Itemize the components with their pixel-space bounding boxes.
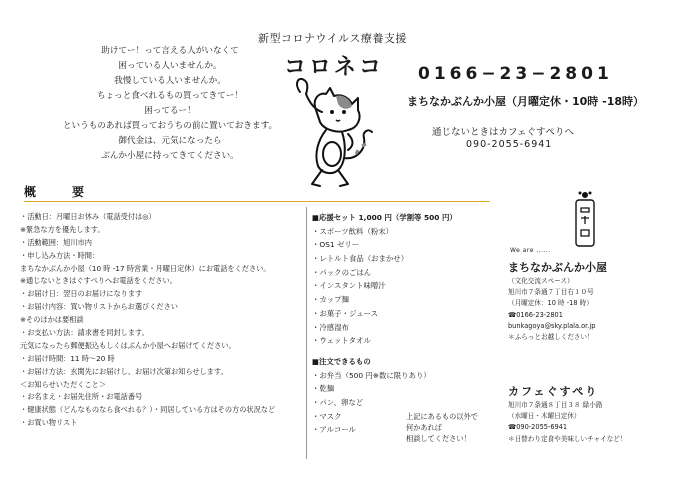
shop-email: bunkagoya@sky.plala.or.jp [508,321,596,330]
detail-line: ・活動範囲：旭川市内 [20,237,92,247]
section-divider [24,201,490,202]
shop-info [508,260,607,343]
intro-line: 我慢している人いませんか。 [114,76,226,86]
intro-line: 困っている人いませんか。 [118,61,222,71]
support-set-title: ■応援セット 1,000 円（学割等 500 円） [312,213,457,222]
page-subtitle: 新型コロナウイルス療養支援 [258,32,407,45]
intro-line: 困ってるー！ [144,106,196,116]
note-line: 何かあれば [406,423,442,432]
detail-line: ・お届け内容：買い物リストからお選びください [20,302,178,312]
detail-line: 元気になったら郵便振込もしくはぶんか小屋へお届けてください。 [20,340,236,350]
detail-line: ＜お知らせいただくこと＞ [20,379,107,389]
cafe-info [508,384,627,445]
note-line: 上記にあるもの以外で [406,412,478,421]
detail-line: ・お支払い方法：請求書を同封します。 [20,328,149,338]
intro-line: 助けてー！って言える人がいなくて [101,46,239,56]
intro-text [20,44,320,164]
order-item: ・アルコール [312,425,356,435]
support-set-item: ・パックのごはん [312,267,372,277]
support-set-item: ・カップ麺 [312,295,349,305]
support-set-item: ・冷感湿布 [312,322,349,332]
detail-line: ・健康状態（どんなものなら食べれる？）・同居している方はその方の状況など [20,405,276,415]
detail-line: ・お届け日：翌日のお届けになります [20,289,143,299]
column-divider [306,207,307,459]
shop-footer: ＊ふらっとお越しください！ [508,333,594,342]
cafe-footer: ＊日替わり定食や美味しいチャイなど！ [508,434,627,443]
order-title: ■注文できるもの [312,356,371,366]
item-lists [312,211,457,437]
detail-line: ※そのほかは要相談 [20,315,84,325]
shop-address: 旭川市７条通７丁目右１０号 [508,288,594,297]
detail-line: まちなかぶんか小屋（10 時 -17 時営業・月曜日定休）にお電話をください。 [20,263,271,273]
intro-line: ちょっと食べれるもの買ってきてー！ [96,91,244,101]
shop-sub: （文化交流スペース） [508,277,574,285]
shop-name: まちなかぶんか小屋 [508,261,607,274]
order-item: ・乾麺 [312,384,335,394]
fallback-label: 通じないときはカフェぐすぺりへ [432,127,574,138]
we-are-label: We are ...... [510,247,551,254]
intro-line: というものあれば買っておうちの前に置いておきます。 [62,121,278,131]
main-phone-number: 0166−23−2801 [418,64,613,84]
shop-hours-line: まちなかぶんか小屋（月曜定休・10時 -18時） [407,95,645,108]
detail-line: ※通じないときはぐすぺりへお電話をください。 [20,276,177,286]
intro-line: ぶんか小屋に持ってきてください。 [101,151,239,161]
support-set-item: ・インスタント味噌汁 [312,281,386,291]
overview-details [20,211,275,430]
overview-title: 概要 [24,185,121,199]
detail-line: ・申し込み方法・時間： [20,250,100,260]
detail-line: ※緊急な方を優先します。 [20,224,105,234]
shop-hours: （月曜定休：10 時 -18 時） [508,299,593,308]
cafe-hours: （水曜日・木曜日定休） [508,412,581,421]
detail-line: ・お名まえ・お届先住所・お電話番号 [20,392,143,402]
order-item: ・お弁当（500 円※数に限りあり） [312,370,431,380]
cafe-tel: ☎090-2055-6941 [508,423,568,432]
detail-line: ・お買い物リスト [20,418,78,428]
order-item: ・マスク [312,411,342,421]
support-set-item: ・OS1 ゼリー [312,240,360,250]
paw-tag-icon [574,190,596,248]
support-set-item: ・お菓子・ジュース [312,308,378,318]
order-item: ・パン、卵など [312,397,364,407]
cafe-name: カフェぐすぺり [508,385,599,398]
intro-line: 御代金は、元気になったら [118,136,222,146]
support-set-item: ・レトルト食品（おまかせ） [312,254,409,264]
logo-text: コロネコ [284,55,385,80]
detail-line: ・活動日：月曜日お休み（電話受付は◎） [20,212,156,221]
fallback-phone: 090-2055-6941 [466,139,553,150]
cafe-address: 旭川市７条通８丁目３８ 緑小路 [508,401,603,409]
support-set-item: ・スポーツ飲料（粉末） [312,226,394,236]
cat-illustration-icon [282,74,382,190]
detail-line: ・お届け時間：11 時〜20 時 [20,353,115,363]
detail-line: ・お届け方法：玄関先にお届けし、お届け次第お知らせします。 [20,366,228,376]
list-gap [312,348,457,355]
note-line: 相談してください！ [406,434,471,443]
consult-note [406,411,478,444]
shop-tel: ☎0166-23-2801 [508,310,563,319]
support-set-item: ・ウェットタオル [312,336,371,346]
